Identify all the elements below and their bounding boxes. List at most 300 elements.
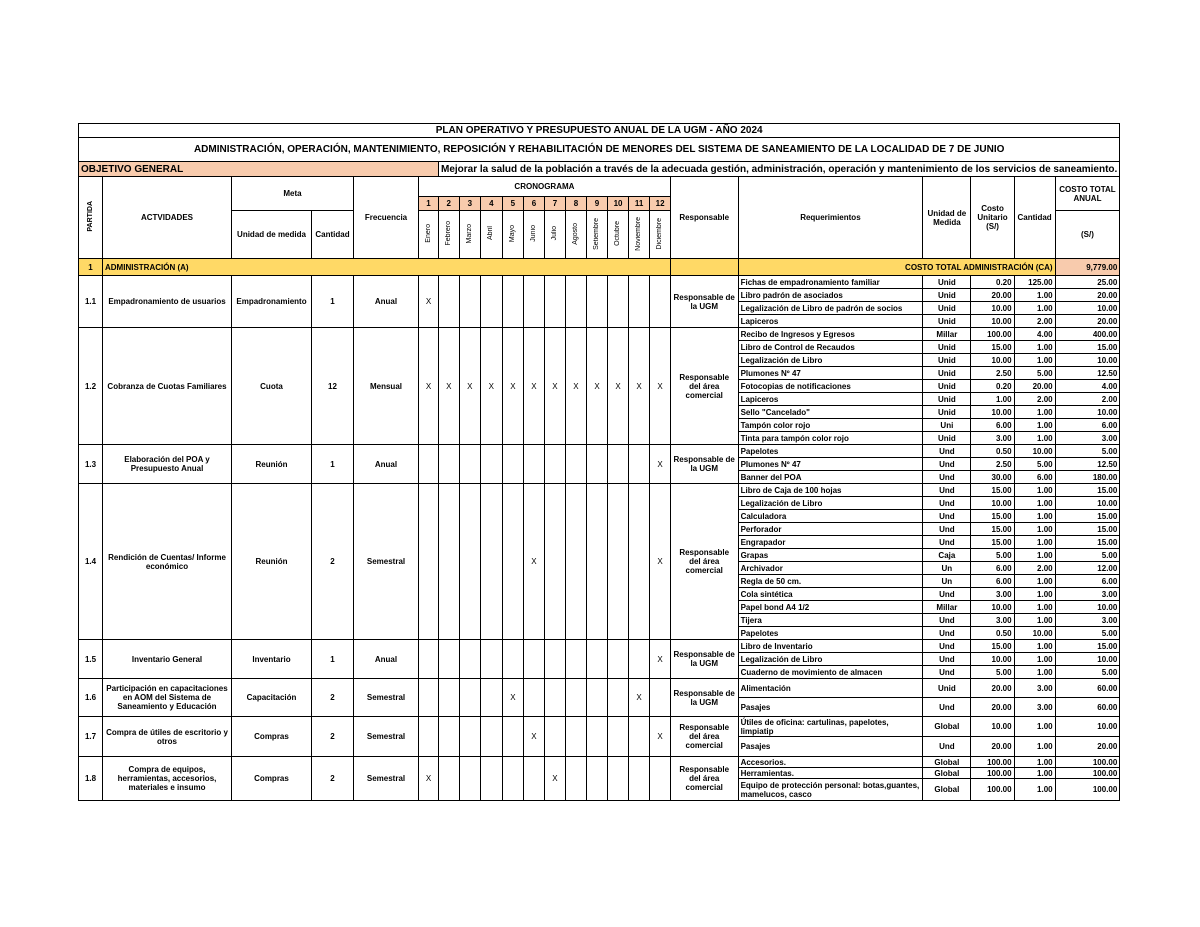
requirement-qty: 1.00 <box>1014 354 1055 367</box>
requirement-name: Libro de Inventario <box>738 640 923 653</box>
requirement-qty: 1.00 <box>1014 717 1055 737</box>
requirement-unit: Unid <box>923 380 971 393</box>
requirement-total: 10.00 <box>1055 302 1120 315</box>
schedule-mark <box>586 484 608 640</box>
activity-unit: Compras <box>232 757 312 801</box>
requirement-name: Plumones Nº 47 <box>738 458 923 471</box>
activity-responsable: Responsable del área comercial <box>670 757 738 801</box>
month-name: Abril <box>481 211 503 259</box>
schedule-mark <box>524 445 545 484</box>
requirement-name: Grapas <box>738 549 923 562</box>
requirement-unit-cost: 0.50 <box>971 445 1014 458</box>
header-meta-unidad: Unidad de medida <box>232 211 312 259</box>
requirement-name: Lapiceros <box>738 393 923 406</box>
header-unidad-medida: Unidad de Medida <box>923 177 971 259</box>
requirement-qty: 4.00 <box>1014 328 1055 341</box>
month-name: Noviembre <box>628 211 650 259</box>
activity-unit: Reunión <box>232 445 312 484</box>
header-requerimientos: Requerimientos <box>738 177 923 259</box>
requirement-total: 12.50 <box>1055 367 1120 380</box>
requirement-total: 15.00 <box>1055 523 1120 536</box>
requirement-qty: 2.00 <box>1014 315 1055 328</box>
requirement-unit: Un <box>923 575 971 588</box>
section-name: ADMINISTRACIÓN (A) <box>103 259 671 276</box>
requirement-unit: Und <box>923 471 971 484</box>
schedule-mark <box>439 679 460 717</box>
schedule-mark <box>650 679 671 717</box>
requirement-qty: 20.00 <box>1014 380 1055 393</box>
requirement-unit-cost: 100.00 <box>971 768 1014 779</box>
requirement-name: Pasajes <box>738 737 923 757</box>
requirement-unit-cost: 10.00 <box>971 406 1014 419</box>
schedule-mark <box>566 445 587 484</box>
schedule-mark: X <box>524 717 545 757</box>
requirement-unit: Und <box>923 497 971 510</box>
requirement-unit-cost: 15.00 <box>971 484 1014 497</box>
requirement-unit-cost: 3.00 <box>971 614 1014 627</box>
requirement-unit-cost: 3.00 <box>971 432 1014 445</box>
schedule-mark: X <box>650 445 671 484</box>
requirement-unit: Und <box>923 640 971 653</box>
activity-frequency: Anual <box>354 445 419 484</box>
schedule-mark <box>544 679 566 717</box>
activity-qty: 2 <box>312 679 354 717</box>
requirement-name: Equipo de protección personal: botas,guantes, mamelucos, casco <box>738 779 923 801</box>
schedule-mark: X <box>524 328 545 445</box>
requirement-unit: Global <box>923 757 971 768</box>
schedule-mark <box>459 445 481 484</box>
activity-qty: 12 <box>312 328 354 445</box>
requirement-name: Papel bond A4 1/2 <box>738 601 923 614</box>
requirement-unit: Und <box>923 653 971 666</box>
header-costo-unitario: Costo Unitario (S/) <box>971 177 1014 259</box>
activity-id: 1.4 <box>79 484 103 640</box>
schedule-mark <box>481 640 503 679</box>
requirement-unit: Und <box>923 523 971 536</box>
table-row <box>79 484 1120 497</box>
requirement-qty: 1.00 <box>1014 341 1055 354</box>
requirement-qty: 1.00 <box>1014 666 1055 679</box>
schedule-mark <box>502 717 524 757</box>
header-partida: PARTIDA <box>79 177 103 259</box>
requirement-unit-cost: 0.20 <box>971 380 1014 393</box>
requirement-total: 10.00 <box>1055 497 1120 510</box>
section-number: 1 <box>79 259 103 276</box>
requirement-name: Alimentación <box>738 679 923 698</box>
requirement-total: 15.00 <box>1055 536 1120 549</box>
requirement-name: Papelotes <box>738 627 923 640</box>
activity-responsable: Responsable de la UGM <box>670 679 738 717</box>
requirement-name: Legalización de Libro de padrón de socios <box>738 302 923 315</box>
requirement-unit-cost: 15.00 <box>971 523 1014 536</box>
schedule-mark <box>439 445 460 484</box>
schedule-mark <box>481 445 503 484</box>
schedule-mark: X <box>650 328 671 445</box>
requirement-qty: 5.00 <box>1014 367 1055 380</box>
requirement-unit-cost: 2.50 <box>971 367 1014 380</box>
schedule-mark <box>419 445 439 484</box>
requirement-total: 10.00 <box>1055 354 1120 367</box>
requirement-name: Tijera <box>738 614 923 627</box>
requirement-total: 400.00 <box>1055 328 1120 341</box>
schedule-mark <box>566 640 587 679</box>
requirement-qty: 1.00 <box>1014 419 1055 432</box>
requirement-qty: 1.00 <box>1014 523 1055 536</box>
requirement-qty: 1.00 <box>1014 406 1055 419</box>
requirement-qty: 1.00 <box>1014 768 1055 779</box>
schedule-mark <box>439 484 460 640</box>
requirement-unit-cost: 6.00 <box>971 419 1014 432</box>
activity-id: 1.3 <box>79 445 103 484</box>
requirement-unit-cost: 10.00 <box>971 497 1014 510</box>
schedule-mark <box>608 640 629 679</box>
requirement-qty: 1.00 <box>1014 536 1055 549</box>
activity-name: Participación en capacitaciones en AOM del Sistema de Saneamiento y Educación <box>103 679 232 717</box>
schedule-mark <box>586 717 608 757</box>
requirement-unit: Und <box>923 445 971 458</box>
schedule-mark <box>544 445 566 484</box>
requirement-total: 3.00 <box>1055 614 1120 627</box>
activity-qty: 2 <box>312 717 354 757</box>
schedule-mark <box>628 640 650 679</box>
requirement-total: 12.00 <box>1055 562 1120 575</box>
requirement-total: 5.00 <box>1055 549 1120 562</box>
requirement-unit-cost: 3.00 <box>971 588 1014 601</box>
schedule-mark: X <box>419 757 439 801</box>
requirement-qty: 1.00 <box>1014 588 1055 601</box>
month-number: 7 <box>544 197 566 211</box>
requirement-name: Calculadora <box>738 510 923 523</box>
month-number: 8 <box>566 197 587 211</box>
requirement-unit-cost: 15.00 <box>971 341 1014 354</box>
schedule-mark <box>459 757 481 801</box>
requirement-unit: Global <box>923 768 971 779</box>
requirement-unit-cost: 5.00 <box>971 666 1014 679</box>
requirement-unit-cost: 15.00 <box>971 510 1014 523</box>
schedule-mark <box>566 276 587 328</box>
requirement-unit: Global <box>923 779 971 801</box>
schedule-mark <box>481 679 503 717</box>
schedule-mark: X <box>608 328 629 445</box>
schedule-mark <box>628 276 650 328</box>
schedule-mark <box>502 276 524 328</box>
schedule-mark <box>628 445 650 484</box>
schedule-mark: X <box>459 328 481 445</box>
schedule-mark <box>459 640 481 679</box>
schedule-mark <box>608 484 629 640</box>
requirement-unit: Unid <box>923 406 971 419</box>
activity-frequency: Semestral <box>354 717 419 757</box>
requirement-unit-cost: 10.00 <box>971 302 1014 315</box>
schedule-mark <box>524 276 545 328</box>
schedule-mark: X <box>650 717 671 757</box>
schedule-mark <box>566 757 587 801</box>
requirement-name: Tinta para tampón color rojo <box>738 432 923 445</box>
schedule-mark: X <box>524 484 545 640</box>
schedule-mark <box>524 679 545 717</box>
requirement-unit: Unid <box>923 341 971 354</box>
requirement-unit-cost: 10.00 <box>971 354 1014 367</box>
activity-responsable: Responsable del área comercial <box>670 484 738 640</box>
activity-responsable: Responsable de la UGM <box>670 276 738 328</box>
requirement-qty: 1.00 <box>1014 575 1055 588</box>
requirement-name: Legalización de Libro <box>738 354 923 367</box>
schedule-mark <box>524 757 545 801</box>
requirement-unit-cost: 15.00 <box>971 640 1014 653</box>
requirement-unit: Millar <box>923 601 971 614</box>
requirement-total: 15.00 <box>1055 640 1120 653</box>
requirement-total: 15.00 <box>1055 510 1120 523</box>
activity-qty: 1 <box>312 640 354 679</box>
objective-label: OBJETIVO GENERAL <box>79 162 439 177</box>
activity-id: 1.1 <box>79 276 103 328</box>
schedule-mark <box>419 717 439 757</box>
requirement-name: Tampón color rojo <box>738 419 923 432</box>
schedule-mark <box>439 717 460 757</box>
requirement-qty: 1.00 <box>1014 653 1055 666</box>
schedule-mark <box>544 276 566 328</box>
requirement-name: Accesorios. <box>738 757 923 768</box>
schedule-mark <box>502 484 524 640</box>
month-number: 12 <box>650 197 671 211</box>
requirement-unit: Caja <box>923 549 971 562</box>
activity-name: Compra de equipos, herramientas, accesorios, materiales e insumo <box>103 757 232 801</box>
requirement-unit: Und <box>923 666 971 679</box>
schedule-mark: X <box>502 328 524 445</box>
requirement-unit: Und <box>923 614 971 627</box>
schedule-mark: X <box>650 484 671 640</box>
schedule-mark <box>608 757 629 801</box>
activity-name: Empadronamiento de usuarios <box>103 276 232 328</box>
requirement-unit: Und <box>923 588 971 601</box>
activity-unit: Capacitación <box>232 679 312 717</box>
month-number: 11 <box>628 197 650 211</box>
requirement-total: 100.00 <box>1055 768 1120 779</box>
requirement-qty: 6.00 <box>1014 471 1055 484</box>
activity-id: 1.6 <box>79 679 103 717</box>
requirement-name: Libro de Control de Recaudos <box>738 341 923 354</box>
schedule-mark <box>586 445 608 484</box>
requirement-total: 10.00 <box>1055 601 1120 614</box>
schedule-mark <box>481 484 503 640</box>
schedule-mark <box>481 757 503 801</box>
activity-frequency: Mensual <box>354 328 419 445</box>
requirement-unit-cost: 100.00 <box>971 757 1014 768</box>
requirement-name: Regla de 50 cm. <box>738 575 923 588</box>
schedule-mark <box>481 276 503 328</box>
requirement-unit-cost: 20.00 <box>971 679 1014 698</box>
activity-responsable: Responsable de la UGM <box>670 640 738 679</box>
requirement-name: Cuaderno de movimiento de almacen <box>738 666 923 679</box>
activity-frequency: Anual <box>354 276 419 328</box>
activity-name: Compra de útiles de escritorio y otros <box>103 717 232 757</box>
requirement-total: 60.00 <box>1055 698 1120 717</box>
schedule-mark <box>502 757 524 801</box>
schedule-mark: X <box>586 328 608 445</box>
requirement-unit-cost: 20.00 <box>971 737 1014 757</box>
requirement-name: Plumones Nº 47 <box>738 367 923 380</box>
schedule-mark <box>459 717 481 757</box>
month-name: Octubre <box>608 211 629 259</box>
requirement-total: 3.00 <box>1055 432 1120 445</box>
requirement-name: Fichas de empadronamiento familiar <box>738 276 923 289</box>
requirement-total: 25.00 <box>1055 276 1120 289</box>
requirement-unit-cost: 0.20 <box>971 276 1014 289</box>
schedule-mark <box>502 445 524 484</box>
month-name: Julio <box>544 211 566 259</box>
requirement-name: Fotocopias de notificaciones <box>738 380 923 393</box>
month-name: Marzo <box>459 211 481 259</box>
requirement-name: Legalización de Libro <box>738 497 923 510</box>
requirement-unit: Unid <box>923 393 971 406</box>
requirement-total: 100.00 <box>1055 757 1120 768</box>
requirement-unit-cost: 15.00 <box>971 536 1014 549</box>
month-number: 3 <box>459 197 481 211</box>
schedule-mark: X <box>566 328 587 445</box>
schedule-mark <box>419 640 439 679</box>
requirement-unit: Und <box>923 484 971 497</box>
activity-name: Cobranza de Cuotas Familiares <box>103 328 232 445</box>
requirement-qty: 5.00 <box>1014 458 1055 471</box>
requirement-total: 6.00 <box>1055 419 1120 432</box>
requirement-unit: Uni <box>923 419 971 432</box>
month-number: 9 <box>586 197 608 211</box>
month-name: Junio <box>524 211 545 259</box>
requirement-name: Legalización de Libro <box>738 653 923 666</box>
table-row <box>79 276 1120 289</box>
requirement-qty: 1.00 <box>1014 640 1055 653</box>
schedule-mark <box>524 640 545 679</box>
schedule-mark <box>566 679 587 717</box>
schedule-mark <box>586 640 608 679</box>
schedule-mark <box>608 717 629 757</box>
requirement-unit-cost: 100.00 <box>971 328 1014 341</box>
schedule-mark <box>608 276 629 328</box>
activity-unit: Compras <box>232 717 312 757</box>
requirement-name: Útiles de oficina: cartulinas, papelotes, limpiatip <box>738 717 923 737</box>
schedule-mark: X <box>481 328 503 445</box>
requirement-name: Recibo de Ingresos y Egresos <box>738 328 923 341</box>
requirement-unit-cost: 30.00 <box>971 471 1014 484</box>
requirement-name: Libro padrón de asociados <box>738 289 923 302</box>
requirement-unit: Unid <box>923 679 971 698</box>
requirement-name: Papelotes <box>738 445 923 458</box>
requirement-unit: Unid <box>923 289 971 302</box>
activity-unit: Cuota <box>232 328 312 445</box>
requirement-unit: Unid <box>923 276 971 289</box>
requirement-unit: Millar <box>923 328 971 341</box>
month-name: Agosto <box>566 211 587 259</box>
activity-unit: Inventario <box>232 640 312 679</box>
schedule-mark <box>628 757 650 801</box>
activity-name: Rendición de Cuentas/ Informe económico <box>103 484 232 640</box>
schedule-mark <box>586 757 608 801</box>
table-row <box>79 717 1120 737</box>
schedule-mark <box>439 757 460 801</box>
month-number: 4 <box>481 197 503 211</box>
schedule-mark <box>459 276 481 328</box>
requirement-total: 10.00 <box>1055 406 1120 419</box>
month-number: 10 <box>608 197 629 211</box>
requirement-total: 20.00 <box>1055 737 1120 757</box>
activity-frequency: Semestral <box>354 679 419 717</box>
schedule-mark <box>650 276 671 328</box>
requirement-qty: 1.00 <box>1014 614 1055 627</box>
requirement-total: 4.00 <box>1055 380 1120 393</box>
schedule-mark <box>586 276 608 328</box>
activity-responsable: Responsable del área comercial <box>670 328 738 445</box>
schedule-mark <box>628 484 650 640</box>
requirement-unit: Unid <box>923 367 971 380</box>
requirement-qty: 1.00 <box>1014 549 1055 562</box>
month-number: 2 <box>439 197 460 211</box>
requirement-unit-cost: 1.00 <box>971 393 1014 406</box>
header-soles: (S/) <box>1055 211 1120 259</box>
requirement-name: Sello "Cancelado" <box>738 406 923 419</box>
schedule-mark <box>459 484 481 640</box>
requirement-unit-cost: 10.00 <box>971 653 1014 666</box>
schedule-mark <box>650 757 671 801</box>
schedule-mark: X <box>439 328 460 445</box>
table-row <box>79 679 1120 698</box>
requirement-total: 6.00 <box>1055 575 1120 588</box>
month-number: 6 <box>524 197 545 211</box>
activity-frequency: Semestral <box>354 757 419 801</box>
requirement-qty: 3.00 <box>1014 698 1055 717</box>
requirement-name: Engrapador <box>738 536 923 549</box>
requirement-qty: 1.00 <box>1014 289 1055 302</box>
requirement-qty: 1.00 <box>1014 510 1055 523</box>
requirement-unit-cost: 20.00 <box>971 698 1014 717</box>
requirement-unit: Unid <box>923 302 971 315</box>
requirement-total: 5.00 <box>1055 666 1120 679</box>
schedule-mark: X <box>544 757 566 801</box>
month-name: Febrero <box>439 211 460 259</box>
activity-name: Inventario General <box>103 640 232 679</box>
activity-qty: 2 <box>312 484 354 640</box>
activity-frequency: Semestral <box>354 484 419 640</box>
header-actividades: ACTVIDADES <box>103 177 232 259</box>
table-row <box>79 640 1120 653</box>
header-frecuencia: Frecuencia <box>354 177 419 259</box>
requirement-qty: 1.00 <box>1014 432 1055 445</box>
header-meta: Meta <box>232 177 354 211</box>
requirement-total: 10.00 <box>1055 653 1120 666</box>
activity-qty: 1 <box>312 445 354 484</box>
requirement-unit-cost: 6.00 <box>971 562 1014 575</box>
schedule-mark <box>439 640 460 679</box>
schedule-mark <box>586 679 608 717</box>
month-number: 5 <box>502 197 524 211</box>
schedule-mark <box>502 640 524 679</box>
requirement-name: Perforador <box>738 523 923 536</box>
requirement-qty: 1.00 <box>1014 601 1055 614</box>
requirement-total: 3.00 <box>1055 588 1120 601</box>
requirement-unit-cost: 20.00 <box>971 289 1014 302</box>
month-name: Mayo <box>502 211 524 259</box>
requirement-unit-cost: 5.00 <box>971 549 1014 562</box>
activity-responsable: Responsable de la UGM <box>670 445 738 484</box>
objective-text: Mejorar la salud de la población a través de la adecuada gestión, administración, operación y mantenimiento de los servicios de saneamiento. <box>439 162 1120 177</box>
requirement-qty: 1.00 <box>1014 302 1055 315</box>
requirement-total: 20.00 <box>1055 289 1120 302</box>
section-total-value: 9,779.00 <box>1055 259 1120 276</box>
page-title: PLAN OPERATIVO Y PRESUPUESTO ANUAL DE LA UGM - AÑO 2024 <box>79 124 1120 138</box>
requirement-name: Pasajes <box>738 698 923 717</box>
requirement-unit-cost: 2.50 <box>971 458 1014 471</box>
schedule-mark: X <box>628 679 650 717</box>
activity-unit: Reunión <box>232 484 312 640</box>
